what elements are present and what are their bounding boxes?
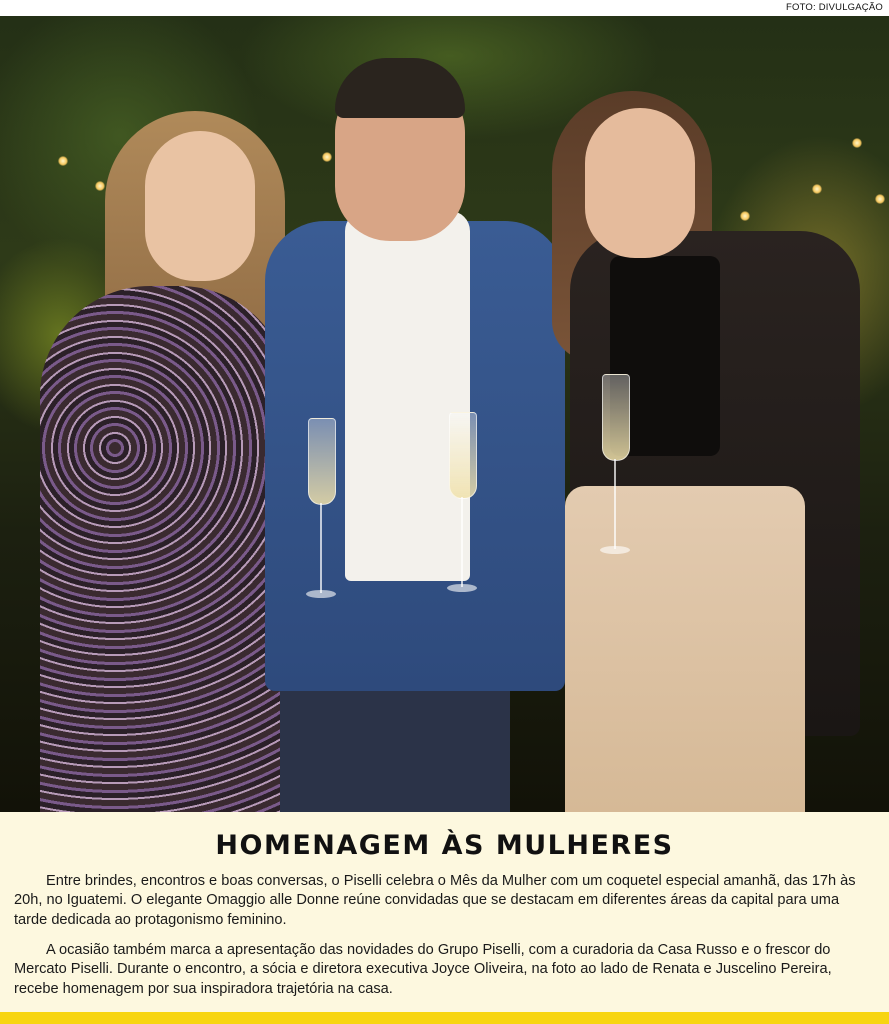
article-headline: HOMENAGEM ÀS MULHERES [215, 830, 674, 861]
article-paragraph: Entre brindes, encontros e boas conversas, o Piselli celebra o Mês da Mulher com um coquetel especial amanhã, das 17h às 20h, no Iguatemi. O elegante Omaggio alle Donne reúne convidadas que se destacam em diferentes áreas da capital para uma tarde dedicada ao protagonismo feminino. [14, 873, 856, 928]
event-photo [0, 16, 889, 812]
accent-bar [0, 1012, 889, 1024]
string-light-icon [58, 156, 68, 166]
champagne-glass-icon [306, 418, 336, 608]
woman-left-floral-dress [40, 286, 290, 812]
champagne-glass-icon [600, 374, 630, 564]
photo-credit: FOTO: DIVULGAÇÃO [786, 2, 883, 13]
string-light-icon [852, 138, 862, 148]
article-paragraph: A ocasião também marca a apresentação das novidades do Grupo Piselli, com a curadoria da Casa Russo e o frescor do Mercato Piselli. Durante o encontro, a sócia e diretora executiva Joyce Oliveira, na foto ao lado de Renata e Juscelino Pereira, recebe homenagem por sua inspiradora trajetória na casa. [14, 942, 832, 997]
string-light-icon [322, 152, 332, 162]
champagne-glass-icon [447, 412, 477, 602]
woman-left-face [145, 131, 255, 281]
string-light-icon [95, 181, 105, 191]
man-center-hair [335, 58, 465, 118]
string-light-icon [740, 211, 750, 221]
woman-right-face [585, 108, 695, 258]
string-light-icon [812, 184, 822, 194]
string-light-icon [875, 194, 885, 204]
